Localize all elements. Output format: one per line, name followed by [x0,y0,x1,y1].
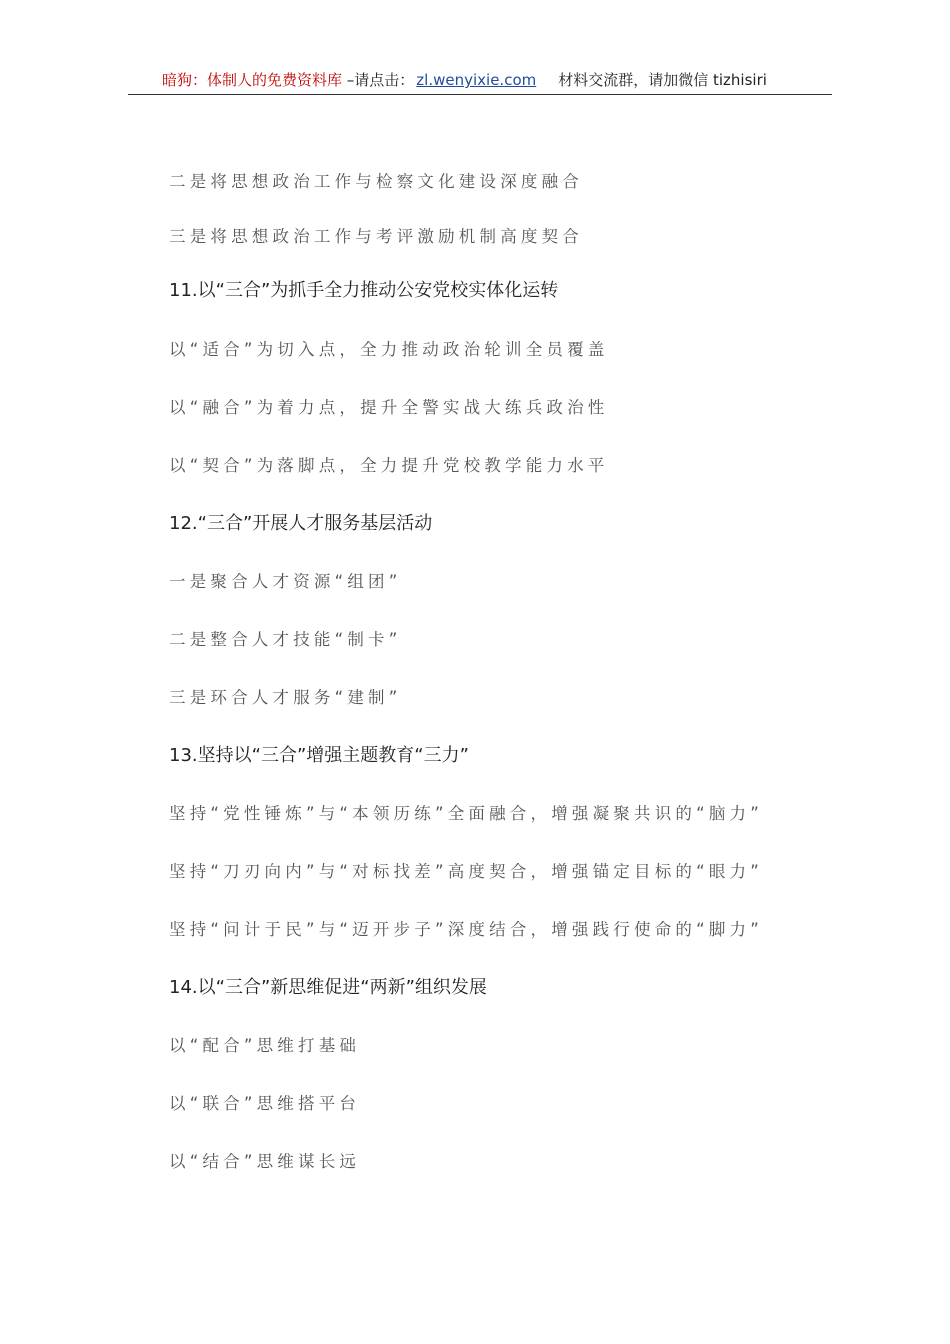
body-line: 以“契合”为落脚点，全力提升党校教学能力水平 [169,456,609,475]
body-line: 坚持“问计于民”与“迈开步子”深度结合，增强践行使命的“脚力” [169,920,763,939]
body-line: 三是将思想政治工作与考评激励机制高度契合 [169,227,583,246]
page-header [128,66,832,95]
body-line: 以“结合”思维谋长远 [169,1152,361,1171]
header-link[interactable]: zl.wenyixie.com [416,71,537,89]
body-line: 二是将思想政治工作与检察文化建设深度融合 [169,172,583,191]
body-line: 以“配合”思维打基础 [169,1036,361,1055]
header-note: 材料交流群，请加微信 tizhisiri [558,71,767,89]
body-line: 以“融合”为着力点，提升全警实战大练兵政治性 [169,398,609,417]
body-line: 坚持“党性锤炼”与“本领历练”全面融合，增强凝聚共识的“脑力” [169,804,763,823]
body-line: 三是环合人才服务“建制” [169,688,402,707]
header-brand: 暗狗：体制人的免费资料库 [162,71,343,89]
section-heading: 11.以“三合”为抓手全力推动公安党校实体化运转 [169,280,559,301]
body-line: 以“适合”为切入点，全力推动政治轮训全员覆盖 [169,340,609,359]
section-heading: 13.坚持以“三合”增强主题教育“三力” [169,745,469,766]
header-text [162,69,767,90]
header-separator: –请点击： [342,71,415,89]
section-heading: 12.“三合”开展人才服务基层活动 [169,513,433,534]
section-heading: 14.以“三合”新思维促进“两新”组织发展 [169,977,487,998]
body-line: 一是聚合人才资源“组团” [169,572,402,591]
body-line: 坚持“刀刃向内”与“对标找差”高度契合，增强锚定目标的“眼力” [169,862,763,881]
body-line: 以“联合”思维搭平台 [169,1094,361,1113]
body-line: 二是整合人才技能“制卡” [169,630,402,649]
